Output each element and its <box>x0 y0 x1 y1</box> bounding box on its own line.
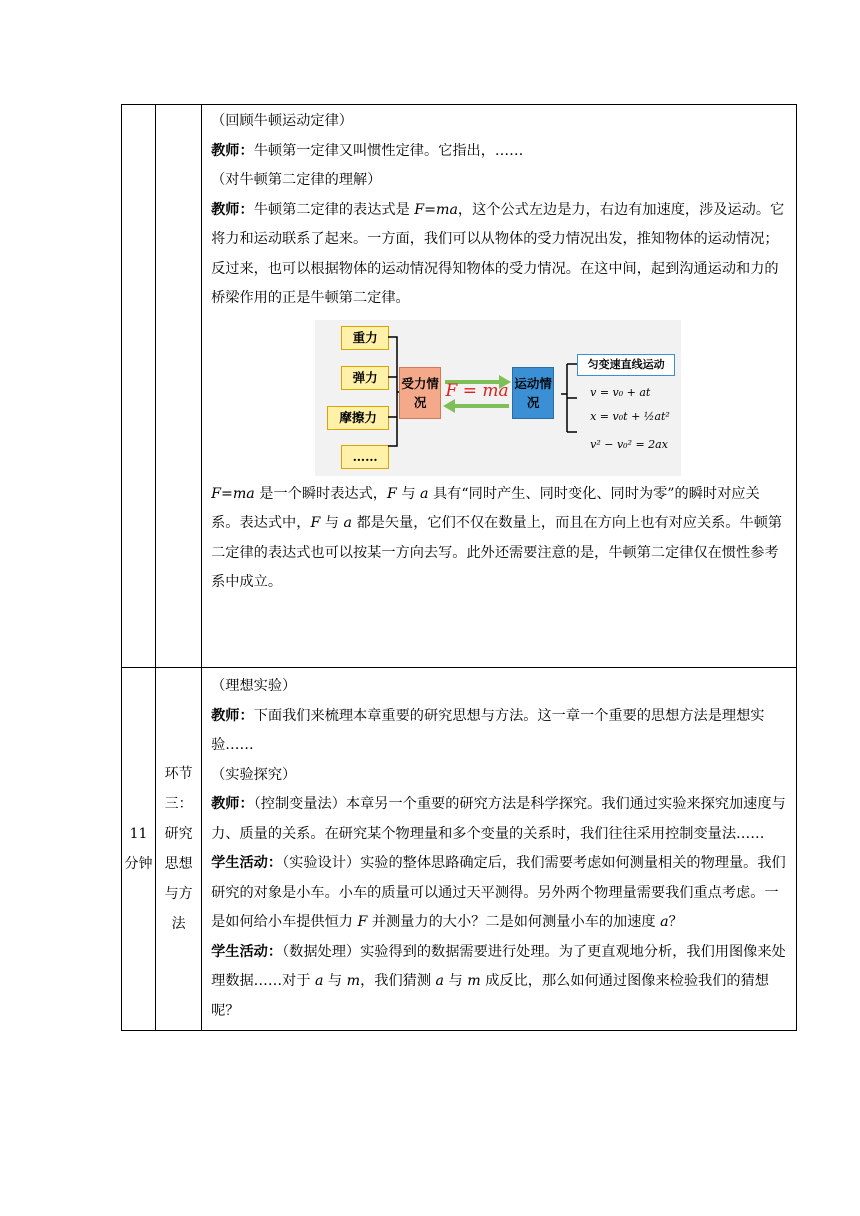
teacher-line-first-law: 教师：牛顿第一定律又叫惯性定律。它指出，…… <box>211 142 524 159</box>
student-activity-data: 学生活动：（数据处理）实验得到的数据需要进行处理。为了更直观地分析，我们用图像来处理数据……对于 a 与 m，我们猜测 a 与 m 成反比，那么如何通过图像来检验我们的猜想呢？ <box>211 943 786 1019</box>
force-motion-diagram <box>211 320 788 478</box>
step-cell <box>156 105 202 668</box>
ideal-experiment-heading: （理想实验） <box>211 678 297 694</box>
teacher-line-control-variables: 教师：（控制变量法）本章另一个重要的研究方法是科学探究。我们通过实验来探究加速度与力、质量的关系。在研究某个物理量和多个变量的关系时，我们往往采用控制变量法…… <box>211 796 786 842</box>
second-law-heading: （对牛顿第二定律的理解） <box>211 172 382 188</box>
table-row <box>122 105 797 668</box>
experiment-inquiry-heading: （实验探究） <box>211 766 297 783</box>
review-heading: （回顾牛顿运动定律） <box>211 113 353 129</box>
velocity-displacement-equation: v² − v₀² = 2ax <box>590 437 668 451</box>
displacement-equation: x = v₀t + ½at² <box>590 409 670 423</box>
force-friction-label: 摩擦力 <box>327 406 389 430</box>
lesson-plan-table <box>121 104 797 1031</box>
motion-situation-box: 运动情况 <box>512 367 554 419</box>
force-etc-label: …… <box>341 445 389 469</box>
newton-formula: F = ma <box>445 380 509 401</box>
diagram-background <box>315 320 681 476</box>
content-cell <box>202 668 797 1031</box>
step-cell <box>156 668 202 1031</box>
student-activity-design: 学生活动：（实验设计）实验的整体思路确定后，我们需要考虑如何测量相关的物理量。我们研究的对象是小车。小车的质量可以通过天平测得。另外两个物理量需要我们重点考虑。一是如何给小车提供恒力 F 并测量力的大小？二是如何测量小车的加速度 a？ <box>211 855 786 930</box>
velocity-equation: v = v₀ + at <box>590 385 651 399</box>
force-elastic-label: 弹力 <box>341 366 389 390</box>
force-gravity-label: 重力 <box>341 326 389 350</box>
time-cell <box>122 105 156 668</box>
force-situation-box: 受力情况 <box>399 367 441 419</box>
instantaneous-relation-paragraph: F=ma 是一个瞬时表达式，F 与 a 具有“同时产生、同时变化、同时为零”的瞬时对应关系。表达式中，F 与 a 都是矢量，它们不仅在数量上，而且在方向上也有对应关系。牛顿第二定律的表达式也可以按某一方向去写。此外还需要注意的是，牛顿第二定律仅在惯性参考系中成立。 <box>211 485 783 590</box>
table-row <box>122 668 797 1031</box>
step-label: 环节三：研究思想与方法 <box>164 766 193 932</box>
teacher-line-methods: 教师：下面我们来梳理本章重要的研究思想与方法。这一章一个重要的思想方法是理想实验…… <box>211 707 765 753</box>
uniform-acceleration-title: 匀变速直线运动 <box>577 354 675 376</box>
time-cell <box>122 668 156 1031</box>
content-cell <box>202 105 797 668</box>
time-label: 11 分钟 <box>124 826 153 872</box>
teacher-line-second-law: 教师：牛顿第二定律的表达式是 F=ma，这个公式左边是力，右边有加速度，涉及运动。它将力和运动联系了起来。一方面，我们可以从物体的受力情况出发，推知物体的运动情况；反过来，也可以根据物体的运动情况得知物体的受力情况。在这中间，起到沟通运动和力的桥梁作用的正是牛顿第二定律。 <box>211 201 785 306</box>
